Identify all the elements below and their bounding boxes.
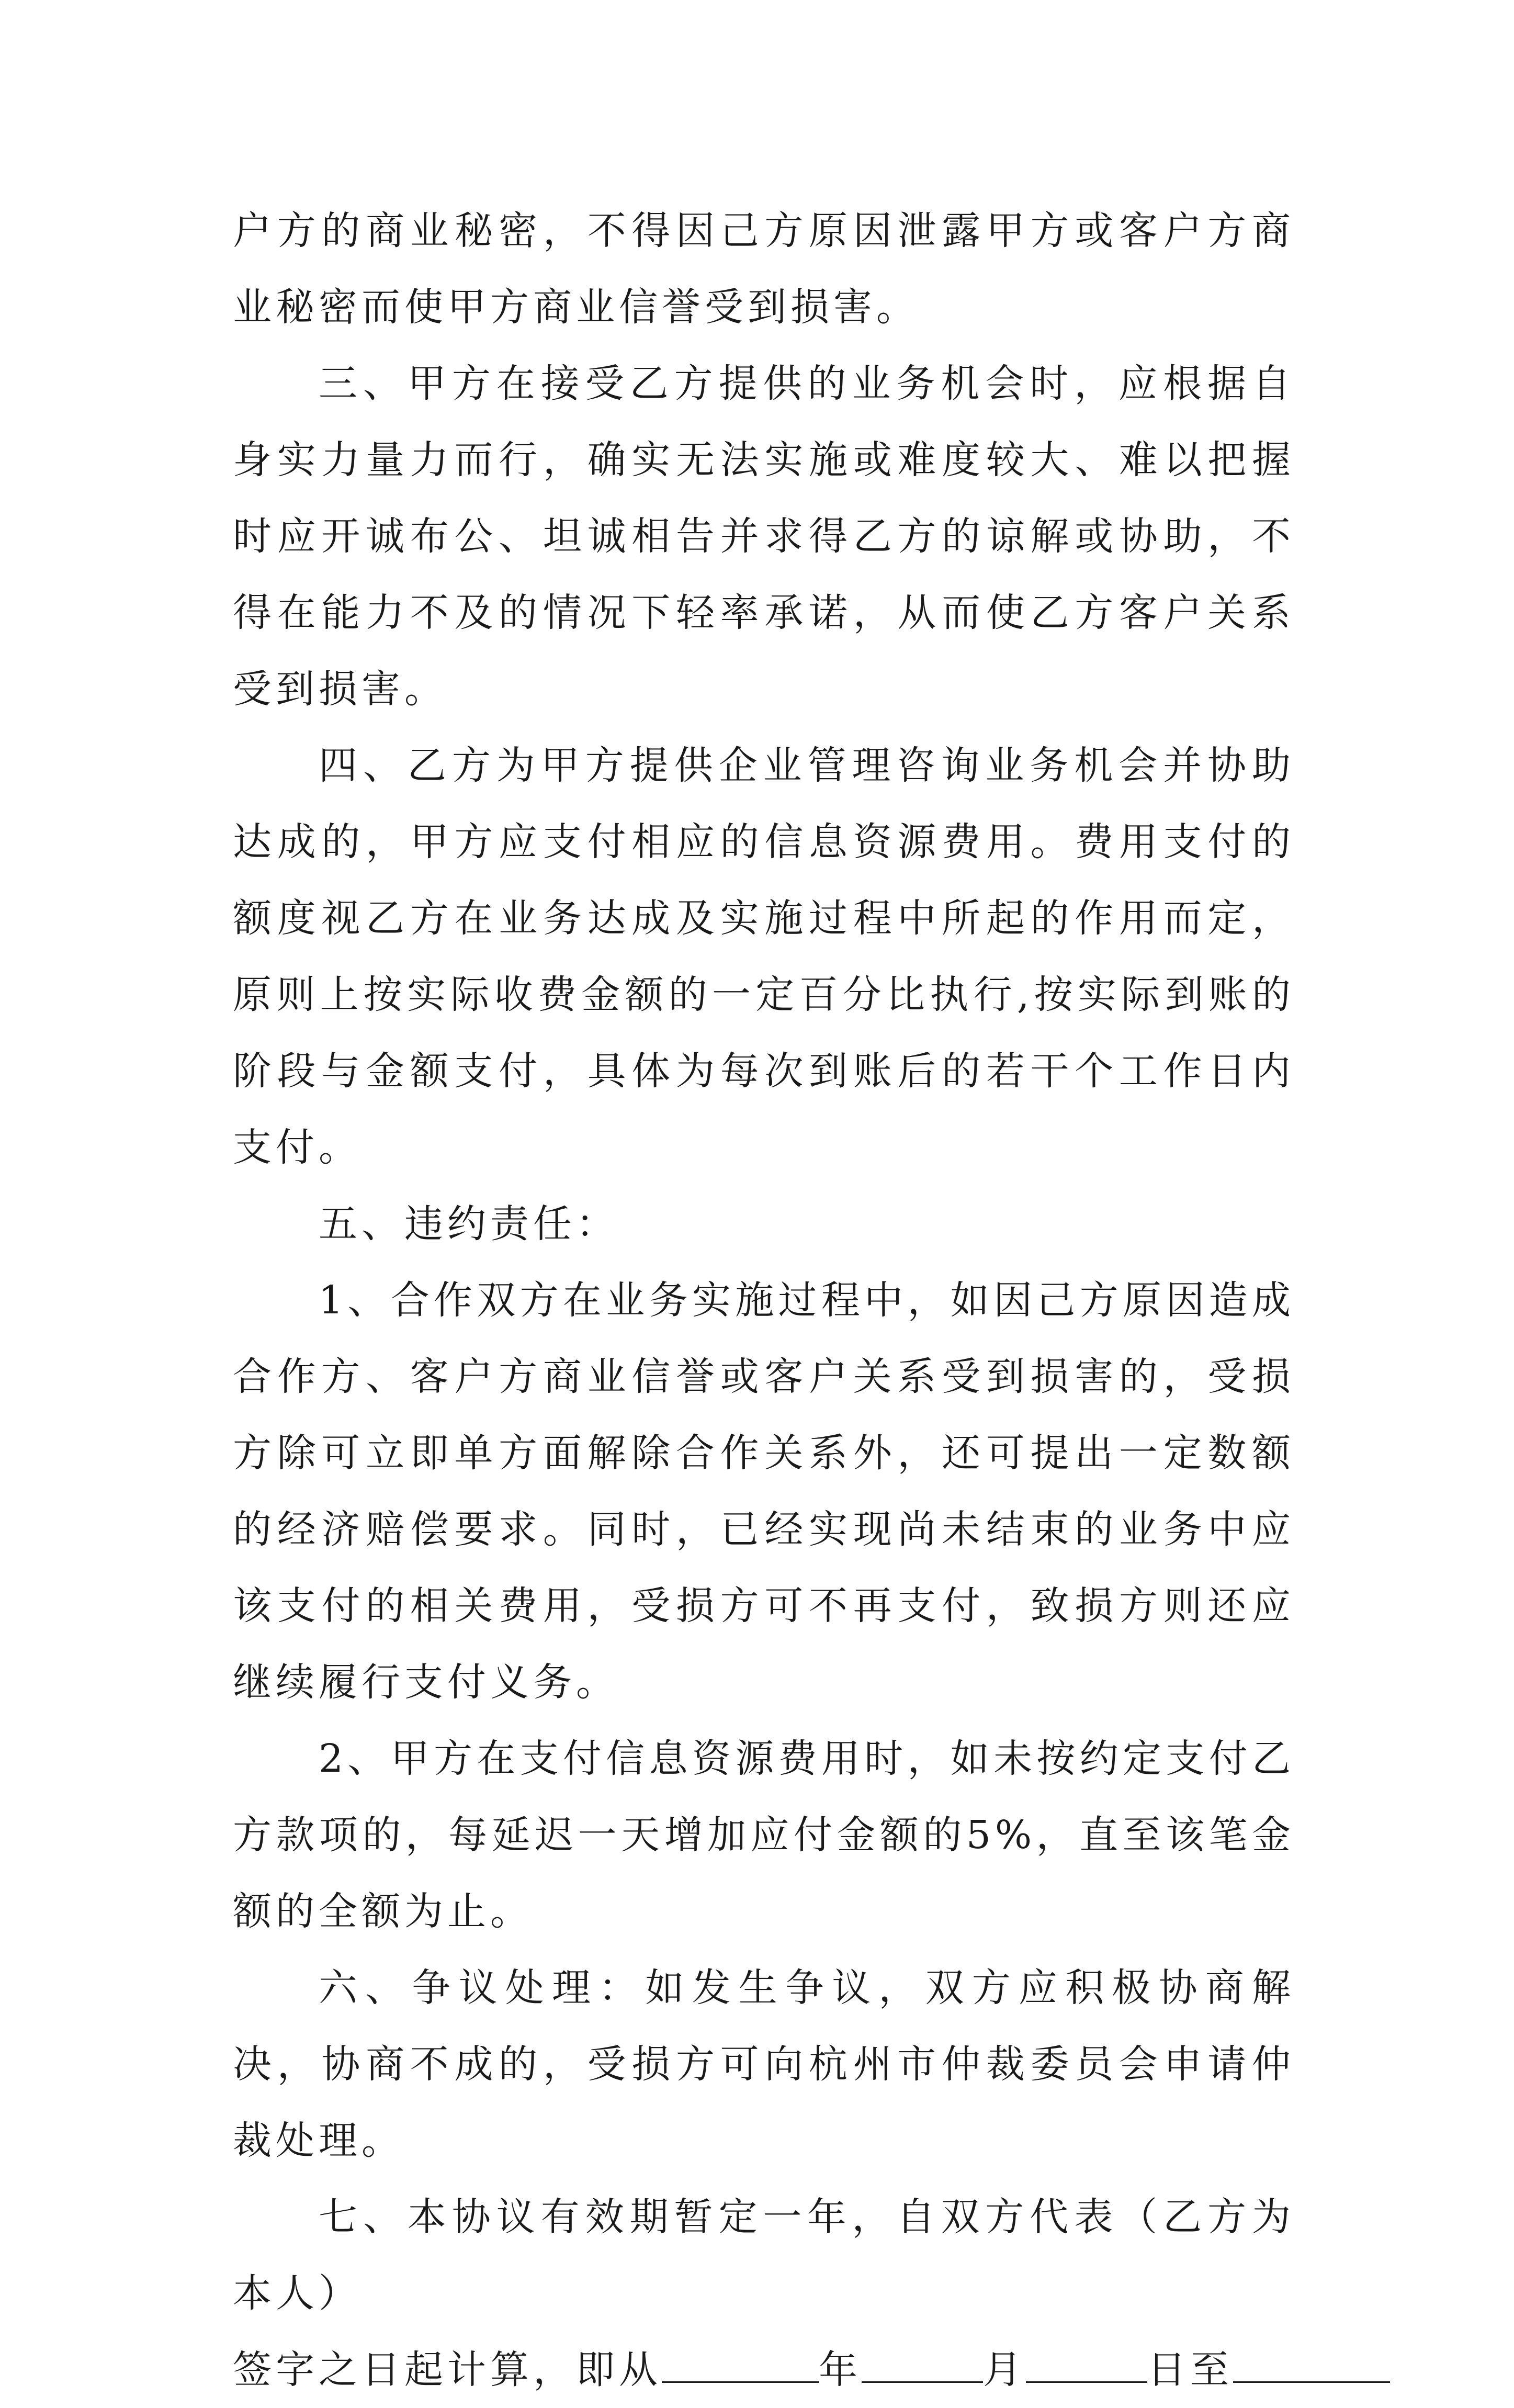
paragraph-clause-5-heading: 五、违约责任： xyxy=(319,1201,619,1246)
month-blank xyxy=(862,2349,983,2383)
year-blank xyxy=(662,2349,819,2383)
day-blank xyxy=(1026,2349,1147,2383)
paragraph-clause-5-2: 2、甲方在支付信息资源费用时，如未按约定支付乙方款项的，每延迟一天增加应付金额的5%，直至该笔金额的全额为止。 xyxy=(233,1736,1295,1934)
paragraph-clause-3: 三、甲方在接受乙方提供的业务机会时，应根据自身实力量力而行，确实无法实施或难度较大、难以把握时应开诚布公、坦诚相告并求得乙方的谅解或协助，不得在能力不及的情况下轻率承诺，从而使乙方客户关系受到损害。 xyxy=(233,361,1295,712)
effective-date-line xyxy=(233,2332,1295,2408)
agreement-text-body xyxy=(233,193,1295,2408)
month-label: 月 xyxy=(983,2347,1026,2392)
paragraph-clause-5-1: 1、合作双方在业务实施过程中，如因己方原因造成合作方、客户方商业信誉或客户关系受到损害的，受损方除可立即单方面解除合作关系外，还可提出一定数额的经济赔偿要求。同时，已经实现尚未结束的业务中应该支付的相关费用，受损方可不再支付，致损方则还应继续履行支付义务。 xyxy=(233,1278,1295,1705)
day-label: 日至 xyxy=(1147,2347,1233,2392)
year-label: 年 xyxy=(819,2347,862,2392)
end-date-blank xyxy=(1233,2349,1390,2383)
paragraph-clause-7: 七、本协议有效期暂定一年，自双方代表（乙方为本人） xyxy=(233,2195,1295,2316)
paragraph-clause-4: 四、乙方为甲方提供企业管理咨询业务机会并协助达成的，甲方应支付相应的信息资源费用。费用支付的额度视乙方在业务达成及实施过程中所起的作用而定，原则上按实际收费金额的一定百分比执行,按实际到账的阶段与金额支付，具体为每次到账后的若干个工作日内支付。 xyxy=(233,743,1295,1170)
paragraph-confidentiality-continued: 户方的商业秘密，不得因己方原因泄露甲方或客户方商业秘密而使甲方商业信誉受到损害。 xyxy=(233,208,1295,330)
paragraph-clause-6: 六、争议处理：如发生争议，双方应积极协商解决，协商不成的，受损方可向杭州市仲裁委员会申请仲裁处理。 xyxy=(233,1965,1295,2163)
effective-date-prefix: 签字之日起计算，即从 xyxy=(233,2347,662,2392)
